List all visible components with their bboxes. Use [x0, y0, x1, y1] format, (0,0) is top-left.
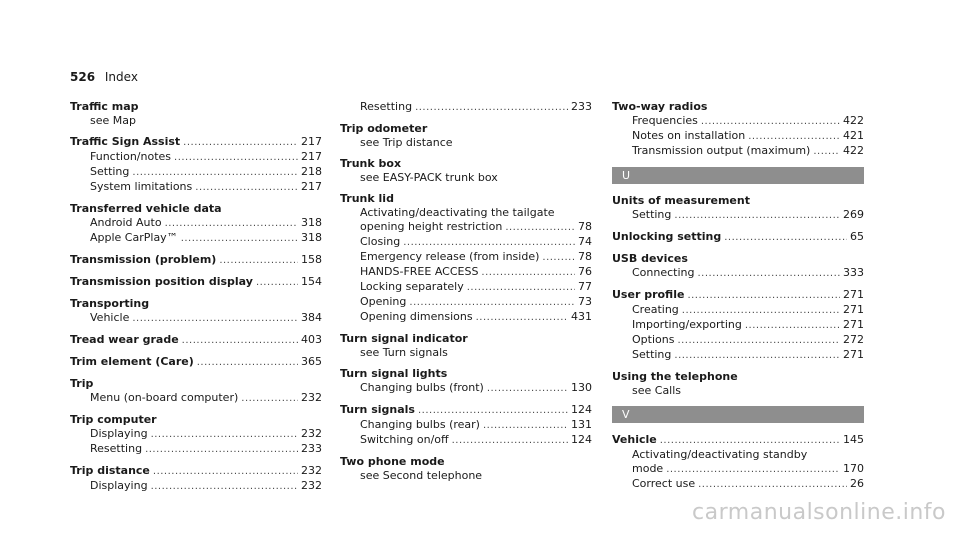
entry-heading[interactable] — [70, 333, 322, 348]
entry-text: Resetting — [360, 100, 413, 113]
index-column-3 — [612, 100, 864, 499]
entry-subitem: Activating/deactivating standby — [632, 448, 808, 461]
index-entry — [70, 253, 322, 268]
page-ref[interactable]: 158 — [301, 253, 322, 266]
index-entry — [70, 355, 322, 370]
index-entry — [340, 122, 592, 150]
entry-heading: Traffic map — [70, 100, 139, 113]
index-entry — [612, 194, 864, 223]
entry-heading: Two phone mode — [340, 455, 445, 468]
index-entry — [70, 297, 322, 326]
entry-heading[interactable] — [612, 288, 864, 303]
entry-subitem[interactable] — [612, 333, 864, 348]
page-ref[interactable]: 233 — [301, 442, 322, 455]
entry-heading: USB devices — [612, 252, 688, 265]
dot-leader — [174, 151, 298, 165]
page-ref[interactable]: 318 — [301, 231, 322, 244]
entry-subitem[interactable] — [612, 462, 864, 477]
index-entry — [612, 370, 864, 398]
entry-text: Tread wear grade — [70, 333, 179, 346]
entry-text: Importing/exporting — [632, 318, 742, 331]
entry-subitem: see Map — [90, 114, 136, 127]
page-ref[interactable]: 232 — [301, 479, 322, 492]
entry-text: Menu (on-board computer) — [90, 391, 239, 404]
entry-text: Correct use — [632, 477, 696, 490]
entry-text: Trim element (Care) — [70, 355, 194, 368]
entry-text: Opening — [360, 295, 407, 308]
entry-heading: Trip odometer — [340, 122, 428, 135]
entry-heading[interactable] — [70, 275, 322, 290]
index-column-2 — [340, 100, 592, 490]
page-ref[interactable]: 271 — [843, 303, 864, 316]
page-ref[interactable]: 318 — [301, 216, 322, 229]
entry-text: Displaying — [90, 427, 148, 440]
index-entry — [612, 288, 864, 363]
entry-text: Opening dimensions — [360, 310, 473, 323]
dot-leader — [745, 319, 840, 333]
entry-subitem[interactable] — [70, 231, 322, 246]
index-column-1 — [70, 100, 322, 501]
dot-leader — [195, 181, 298, 195]
dot-leader — [542, 251, 575, 265]
index-entry — [340, 157, 592, 185]
dot-leader — [476, 311, 568, 325]
entry-text: Closing — [360, 235, 401, 248]
page-ref[interactable]: 233 — [571, 100, 592, 113]
dot-leader — [241, 392, 298, 406]
entry-text: Vehicle — [90, 311, 130, 324]
entry-subitem[interactable] — [340, 250, 592, 265]
dot-leader — [813, 145, 840, 159]
entry-heading[interactable] — [70, 464, 322, 479]
page-ref[interactable]: 271 — [843, 318, 864, 331]
page-ref[interactable]: 217 — [301, 180, 322, 193]
entry-text: Traffic Sign Assist — [70, 135, 181, 148]
page-ref[interactable]: 269 — [843, 208, 864, 221]
entry-text: Function/notes — [90, 150, 172, 163]
entry-text: Unlocking setting — [612, 230, 722, 243]
entry-heading[interactable] — [340, 403, 592, 418]
dot-leader — [153, 465, 298, 479]
page-ref[interactable]: 154 — [301, 275, 322, 288]
page-ref[interactable]: 130 — [571, 381, 592, 394]
dot-leader — [409, 296, 575, 310]
dot-leader — [467, 281, 575, 295]
entry-subitem[interactable] — [70, 150, 322, 165]
page-ref[interactable]: 77 — [578, 280, 592, 293]
entry-subitem[interactable] — [340, 433, 592, 448]
index-entry — [70, 413, 322, 457]
index-entry — [340, 332, 592, 360]
page-title: Index — [104, 70, 138, 84]
index-entry — [340, 455, 592, 483]
entry-subitem: see EASY-PACK trunk box — [360, 171, 498, 184]
dot-leader — [687, 289, 840, 303]
entry-subitem[interactable] — [70, 442, 322, 457]
entry-heading: Trip — [70, 377, 94, 390]
entry-subitem[interactable] — [612, 303, 864, 318]
page-ref[interactable]: 217 — [301, 135, 322, 148]
entry-text: User profile — [612, 288, 685, 301]
page-ref[interactable]: 333 — [843, 266, 864, 279]
page-ref[interactable]: 65 — [850, 230, 864, 243]
entry-heading[interactable] — [612, 230, 864, 245]
dot-leader — [724, 231, 847, 245]
page-ref[interactable]: 384 — [301, 311, 322, 324]
index-entry — [612, 433, 864, 492]
entry-heading: Trunk lid — [340, 192, 394, 205]
index-entry — [70, 202, 322, 246]
entry-text: Notes on installation — [632, 129, 746, 142]
entry-subitem[interactable] — [340, 295, 592, 310]
index-entry — [340, 192, 592, 325]
page-ref[interactable]: 271 — [843, 288, 864, 301]
entry-subitem[interactable] — [70, 165, 322, 180]
dot-leader — [452, 434, 568, 448]
entry-subitem: see Trip distance — [360, 136, 453, 149]
entry-heading: Transferred vehicle data — [70, 202, 222, 215]
index-entry — [70, 333, 322, 348]
entry-heading: Using the telephone — [612, 370, 738, 383]
entry-heading: Two-way radios — [612, 100, 708, 113]
entry-heading: Transporting — [70, 297, 150, 310]
entry-heading: Trip computer — [70, 413, 157, 426]
dot-leader — [481, 266, 575, 280]
dot-leader — [403, 236, 575, 250]
page-ref[interactable]: 271 — [843, 348, 864, 361]
page-number: 526 — [70, 70, 96, 84]
entry-subitem: Activating/deactivating the tailgate — [360, 206, 555, 219]
entry-text: Emergency release (from inside) — [360, 250, 540, 263]
entry-subitem[interactable] — [612, 266, 864, 281]
page-ref[interactable]: 218 — [301, 165, 322, 178]
entry-subitem[interactable] — [612, 477, 864, 492]
page-ref[interactable]: 73 — [578, 295, 592, 308]
entry-text: Setting — [632, 208, 672, 221]
dot-leader — [677, 334, 840, 348]
entry-heading[interactable] — [612, 433, 864, 448]
entry-text: Changing bulbs (rear) — [360, 418, 480, 431]
dot-leader — [151, 428, 298, 442]
page-ref[interactable]: 421 — [843, 129, 864, 142]
dot-leader — [483, 419, 568, 433]
dot-leader — [674, 349, 840, 363]
entry-subitem[interactable] — [340, 418, 592, 433]
entry-subitem[interactable] — [340, 310, 592, 325]
entry-subitem[interactable] — [612, 318, 864, 333]
entry-subitem[interactable] — [340, 100, 592, 115]
index-entry — [612, 230, 864, 245]
entry-text: opening height restriction — [360, 220, 503, 233]
entry-subitem[interactable] — [612, 208, 864, 223]
page-ref[interactable]: 74 — [578, 235, 592, 248]
page-ref[interactable]: 124 — [571, 433, 592, 446]
entry-heading[interactable] — [70, 253, 322, 268]
entry-text: Resetting — [90, 442, 143, 455]
section-header: U — [612, 167, 864, 184]
watermark: carmanualsonline.info — [692, 500, 946, 525]
page-ref[interactable]: 124 — [571, 403, 592, 416]
entry-text: Changing bulbs (front) — [360, 381, 484, 394]
index-entry — [70, 275, 322, 290]
entry-heading[interactable] — [70, 135, 322, 150]
entry-text: Vehicle — [612, 433, 657, 446]
entry-subitem[interactable] — [340, 220, 592, 235]
dot-leader — [183, 136, 298, 150]
index-entry — [612, 100, 864, 159]
dot-leader — [505, 221, 575, 235]
entry-text: Options — [632, 333, 675, 346]
index-entry — [70, 464, 322, 494]
entry-heading: Trunk box — [340, 157, 402, 170]
entry-text: Setting — [632, 348, 672, 361]
dot-leader — [219, 254, 298, 268]
page-ref[interactable]: 422 — [843, 144, 864, 157]
entry-text: Apple CarPlay™ — [90, 231, 178, 244]
entry-text: Locking separately — [360, 280, 464, 293]
entry-text: Transmission position display — [70, 275, 253, 288]
dot-leader — [132, 312, 298, 326]
index-entry — [340, 367, 592, 396]
page-header — [70, 70, 138, 84]
entry-subitem[interactable] — [612, 129, 864, 144]
page-ref[interactable]: 365 — [301, 355, 322, 368]
entry-heading: Units of measurement — [612, 194, 750, 207]
entry-subitem[interactable] — [340, 280, 592, 295]
page-ref[interactable]: 217 — [301, 150, 322, 163]
page-ref[interactable]: 76 — [578, 265, 592, 278]
entry-subitem: see Calls — [632, 384, 682, 397]
index-entry — [70, 377, 322, 406]
dot-leader — [256, 276, 298, 290]
entry-heading[interactable] — [70, 355, 322, 370]
entry-text: Switching on/off — [360, 433, 449, 446]
entry-text: Android Auto — [90, 216, 162, 229]
entry-subitem[interactable] — [612, 144, 864, 159]
entry-subitem[interactable] — [70, 311, 322, 326]
dot-leader — [487, 382, 568, 396]
section-header: V — [612, 406, 864, 423]
entry-text: Trip distance — [70, 464, 150, 477]
dot-leader — [182, 334, 298, 348]
page-ref[interactable]: 431 — [571, 310, 592, 323]
dot-leader — [145, 443, 298, 457]
entry-heading: Turn signal lights — [340, 367, 448, 380]
page-ref[interactable]: 78 — [578, 250, 592, 263]
entry-subitem: see Turn signals — [360, 346, 448, 359]
dot-leader — [682, 304, 840, 318]
page-ref[interactable]: 272 — [843, 333, 864, 346]
dot-leader — [674, 209, 840, 223]
entry-text: Connecting — [632, 266, 695, 279]
entry-text: Frequencies — [632, 114, 698, 127]
entry-text: Transmission output (maximum) — [632, 144, 811, 157]
dot-leader — [418, 404, 568, 418]
entry-subitem[interactable] — [612, 348, 864, 363]
entry-subitem[interactable] — [70, 479, 322, 494]
dot-leader — [748, 130, 840, 144]
page-ref[interactable]: 26 — [850, 477, 864, 490]
entry-text: Setting — [90, 165, 130, 178]
page-ref[interactable]: 232 — [301, 391, 322, 404]
index-entry — [340, 403, 592, 448]
page-ref[interactable]: 232 — [301, 427, 322, 440]
dot-leader — [698, 478, 847, 492]
dot-leader — [197, 356, 298, 370]
entry-subitem: see Second telephone — [360, 469, 483, 482]
page-ref[interactable]: 232 — [301, 464, 322, 477]
entry-text: Displaying — [90, 479, 148, 492]
dot-leader — [151, 480, 298, 494]
dot-leader — [165, 217, 298, 231]
index-entry — [612, 252, 864, 281]
entry-text: Turn signals — [340, 403, 415, 416]
page-ref[interactable]: 78 — [578, 220, 592, 233]
index-entry — [70, 100, 322, 128]
entry-subitem[interactable] — [70, 180, 322, 195]
page-ref[interactable]: 403 — [301, 333, 322, 346]
entry-text: mode — [632, 462, 664, 475]
entry-heading: Turn signal indicator — [340, 332, 468, 345]
entry-text: System limitations — [90, 180, 193, 193]
dot-leader — [132, 166, 298, 180]
entry-subitem[interactable] — [70, 216, 322, 231]
dot-leader — [698, 267, 841, 281]
index-entry — [70, 135, 322, 195]
page-ref[interactable]: 170 — [843, 462, 864, 475]
dot-leader — [701, 115, 840, 129]
dot-leader — [660, 434, 840, 448]
entry-subitem[interactable] — [340, 265, 592, 280]
page-ref[interactable]: 422 — [843, 114, 864, 127]
entry-text: HANDS-FREE ACCESS — [360, 265, 479, 278]
page-ref[interactable]: 131 — [571, 418, 592, 431]
entry-subitem[interactable] — [340, 381, 592, 396]
page-ref[interactable]: 145 — [843, 433, 864, 446]
entry-text: Transmission (problem) — [70, 253, 217, 266]
entry-subitem[interactable] — [70, 391, 322, 406]
entry-subitem[interactable] — [612, 114, 864, 129]
entry-text: Creating — [632, 303, 679, 316]
dot-leader — [181, 232, 298, 246]
dot-leader — [666, 463, 840, 477]
dot-leader — [415, 101, 568, 115]
entry-subitem[interactable] — [340, 235, 592, 250]
index-entry — [340, 100, 592, 115]
entry-subitem[interactable] — [70, 427, 322, 442]
